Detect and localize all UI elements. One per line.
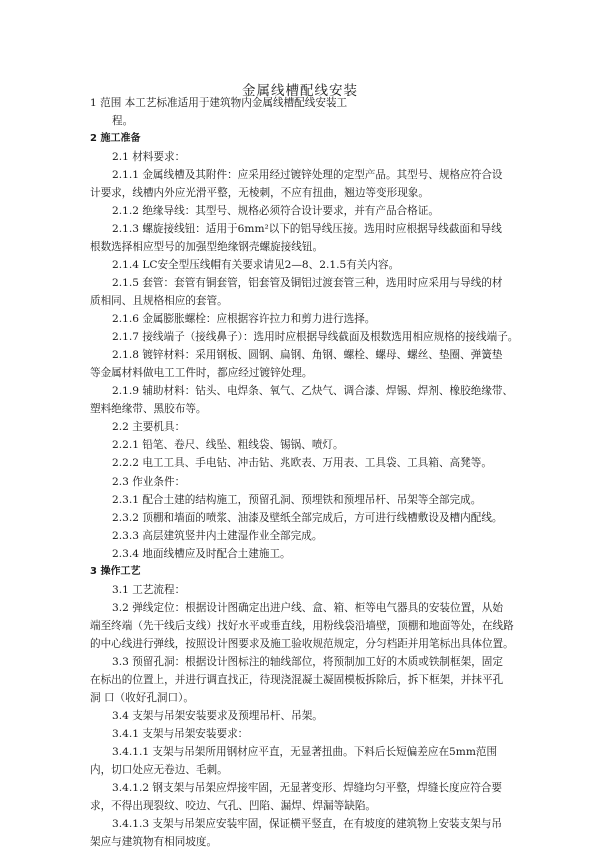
text-line: 1 范围 本工艺标准适用于建筑物内金属线槽配线安装工: [90, 97, 348, 109]
text-line: 3.4.1.2 钢支架与吊架应焊接牢固，无显著变形、焊缝均匀平整，焊缝长度应符合要: [112, 781, 503, 794]
text-line: 3.3 预留孔洞：根据设计图标注的轴线部位，将预制加工好的木质或铁制框架，固定: [112, 655, 503, 668]
text-line: 根数选择相应型号的加强型绝缘钢壳螺旋接线钮。: [90, 241, 324, 254]
section-heading: 2 施工准备: [90, 133, 141, 145]
text-line: 架应与建筑物有相同坡度。: [90, 836, 218, 848]
text-line: 2.3 作业条件：: [112, 475, 186, 488]
text-line: 程。: [112, 115, 134, 128]
text-line: 2.3.2 顶棚和墙面的喷浆、油漆及壁纸全部完成后，方可进行线槽敷设及槽内配线。: [112, 511, 503, 524]
text-line: 塑料绝缘带、黑胶布等。: [90, 403, 207, 416]
text-line: 质相同、且规格相应的套管。: [90, 295, 228, 308]
text-line: 3.1 工艺流程：: [112, 583, 186, 596]
text-line: 在标出的位置上，并进行调直找正，待现浇混凝土凝固模板拆除后，拆下框架，并抹平孔: [90, 673, 504, 686]
text-line: 的中心线进行弹线，按照设计图要求及施工验收规范规定，分匀档距并用笔标出具体位置。: [90, 637, 514, 650]
text-line: 3.4 支架与吊架安装要求及预埋吊杆、吊架。: [112, 709, 323, 722]
text-line: 2.1 材料要求：: [112, 151, 186, 164]
text-line: 3.4.1 支架与吊架安装要求：: [112, 727, 249, 740]
text-line: 2.2 主要机具：: [112, 421, 186, 434]
text-line: 2.1.6 金属膨胀螺栓：应根据容许拉力和剪力进行选择。: [112, 313, 376, 326]
text-line: 2.1.8 镀锌材料：采用钢板、圆钢、扁钢、角钢、螺栓、螺母、螺丝、垫圈、弹簧垫: [112, 349, 503, 362]
section-heading: 3 操作工艺: [90, 565, 141, 577]
text-line: 2.1.3 螺旋接线钮：适用于6mm²以下的铝导线压接。选用时应根据导线截面和导线: [112, 223, 502, 236]
document-title: 金属线槽配线安装: [242, 83, 358, 99]
text-line: 2.3.3 高层建筑竖井内土建湿作业全部完成。: [112, 529, 323, 542]
text-line: 3.4.1.1 支架与吊架所用钢材应平直，无显著扭曲。下料后长短偏差应在5mm范围: [112, 745, 498, 758]
text-line: 2.1.5 套管：套管有铜套管，铝套管及铜铝过渡套管三种，选用时应采用与导线的材: [112, 277, 503, 290]
text-line: 洞 口（收好孔洞口）。: [90, 691, 195, 704]
text-line: 求，不得出现裂纹、咬边、气孔、凹陷、漏焊、焊漏等缺陷。: [90, 799, 377, 812]
text-line: 等金属材料做电工工件时，都应经过镀锌处理。: [90, 367, 313, 380]
text-line: 2.1.2 绝缘导线：其型号、规格必须符合设计要求，并有产品合格证。: [112, 205, 439, 218]
text-line: 计要求，线槽内外应光滑平整，无棱刺，不应有扭曲，翘边等变形现象。: [90, 187, 429, 200]
text-line: 2.1.9 辅助材料：钻头、电焊条、氧气、乙炔气、调合漆、焊锡、焊剂、橡胶绝缘带、: [112, 385, 514, 398]
text-line: 2.2.2 电工工具、手电钻、冲击钻、兆欧表、万用表、工具袋、工具箱、高凳等。: [112, 457, 492, 470]
text-line: 3.4.1.3 支架与吊架应安装牢固，保证横平竖直，在有坡度的建筑物上安装支架与吊: [112, 817, 503, 830]
text-line: 端至终端（先干线后支线）找好水平或垂直线，用粉线袋沿墙壁，顶棚和地面等处，在线路: [90, 619, 514, 632]
text-line: 2.1.4 LC安全型压线帽有关要求请见2—8、2.1.5有关内容。: [112, 259, 400, 272]
text-line: 2.1.1 金属线槽及其附件：应采用经过镀锌处理的定型产品。其型号、规格应符合设: [112, 169, 503, 182]
text-line: 2.3.1 配合土建的结构施工，预留孔洞、预埋铁和预埋吊杆、吊架等全部完成。: [112, 493, 482, 506]
text-line: 内，切口处应无卷边、毛刺。: [90, 763, 228, 776]
text-line: 2.1.7 接线端子（接线鼻子）：选用时应根据导线截面及根数选用相应规格的接线端子。: [112, 331, 519, 344]
text-line: 2.3.4 地面线槽应及时配合土建施工。: [112, 547, 291, 560]
text-line: 2.2.1 铅笔、卷尺、线坠、粗线袋、锡锅、喷灯。: [112, 439, 344, 452]
text-line: 3.2 弹线定位：根据设计图确定出进户线、盒、箱、柜等电气器具的安装位置，从始: [112, 601, 503, 614]
